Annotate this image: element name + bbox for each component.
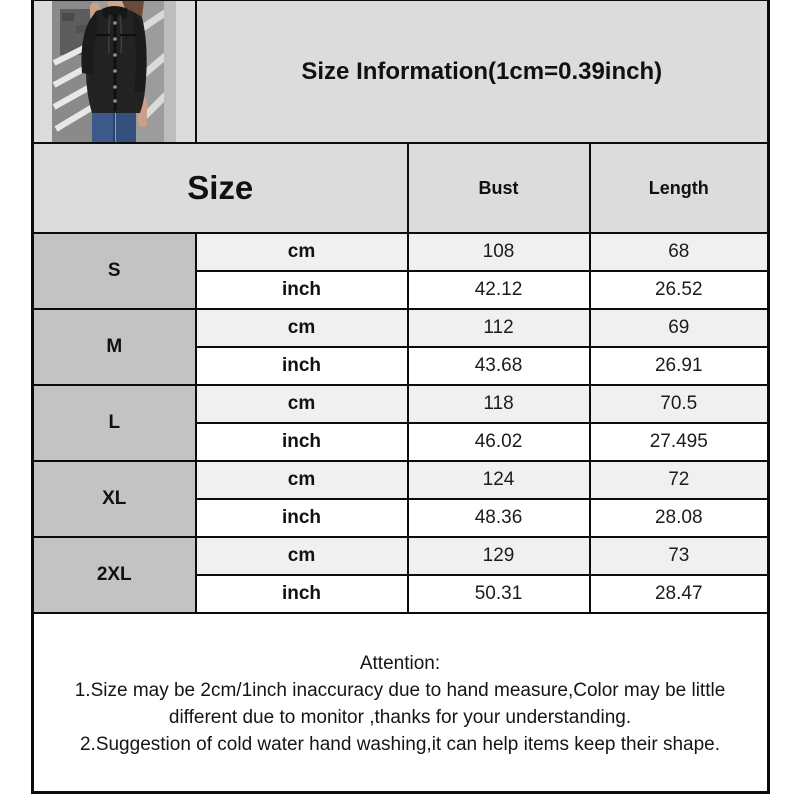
unit-cm: cm [196,461,408,499]
size-label-s: S [33,233,196,309]
bust-value: 48.36 [408,499,590,537]
size-label-m: M [33,309,196,385]
bust-value: 108 [408,233,590,271]
unit-inch: inch [196,499,408,537]
length-value: 26.52 [590,271,769,309]
length-value: 73 [590,537,769,575]
unit-cm: cm [196,309,408,347]
unit-inch: inch [196,423,408,461]
size-label-xl: XL [33,461,196,537]
bust-value: 118 [408,385,590,423]
bust-value: 129 [408,537,590,575]
product-photo-image [52,1,176,142]
unit-inch: inch [196,347,408,385]
unit-inch: inch [196,575,408,613]
length-value: 72 [590,461,769,499]
length-value: 28.08 [590,499,769,537]
bust-value: 124 [408,461,590,499]
size-table [31,0,770,794]
length-value: 28.47 [590,575,769,613]
header-length: Length [590,143,769,233]
attention-note-2: 2.Suggestion of cold water hand washing,it can help items keep their shape. [79,734,721,755]
bust-value: 43.68 [408,347,590,385]
attention-note-1: 1.Size may be 2cm/1inch inaccuracy due to hand measure,Color may be little different due to monitor ,thanks for your understanding. [74,680,726,728]
attention-heading: Attention: [359,653,441,674]
unit-cm: cm [196,537,408,575]
bust-value: 46.02 [408,423,590,461]
page-title: Size Information(1cm=0.39inch) [196,0,769,143]
length-value: 68 [590,233,769,271]
length-value: 27.495 [590,423,769,461]
bust-value: 42.12 [408,271,590,309]
product-photo-cell [33,0,196,143]
header-bust: Bust [408,143,590,233]
length-value: 26.91 [590,347,769,385]
bust-value: 50.31 [408,575,590,613]
bust-value: 112 [408,309,590,347]
product-photo [34,1,195,142]
attention-box [33,613,769,793]
unit-cm: cm [196,233,408,271]
length-value: 69 [590,309,769,347]
header-size: Size [33,143,408,233]
unit-cm: cm [196,385,408,423]
size-label-l: L [33,385,196,461]
unit-inch: inch [196,271,408,309]
size-label-2xl: 2XL [33,537,196,613]
size-chart-sheet [31,0,767,796]
length-value: 70.5 [590,385,769,423]
